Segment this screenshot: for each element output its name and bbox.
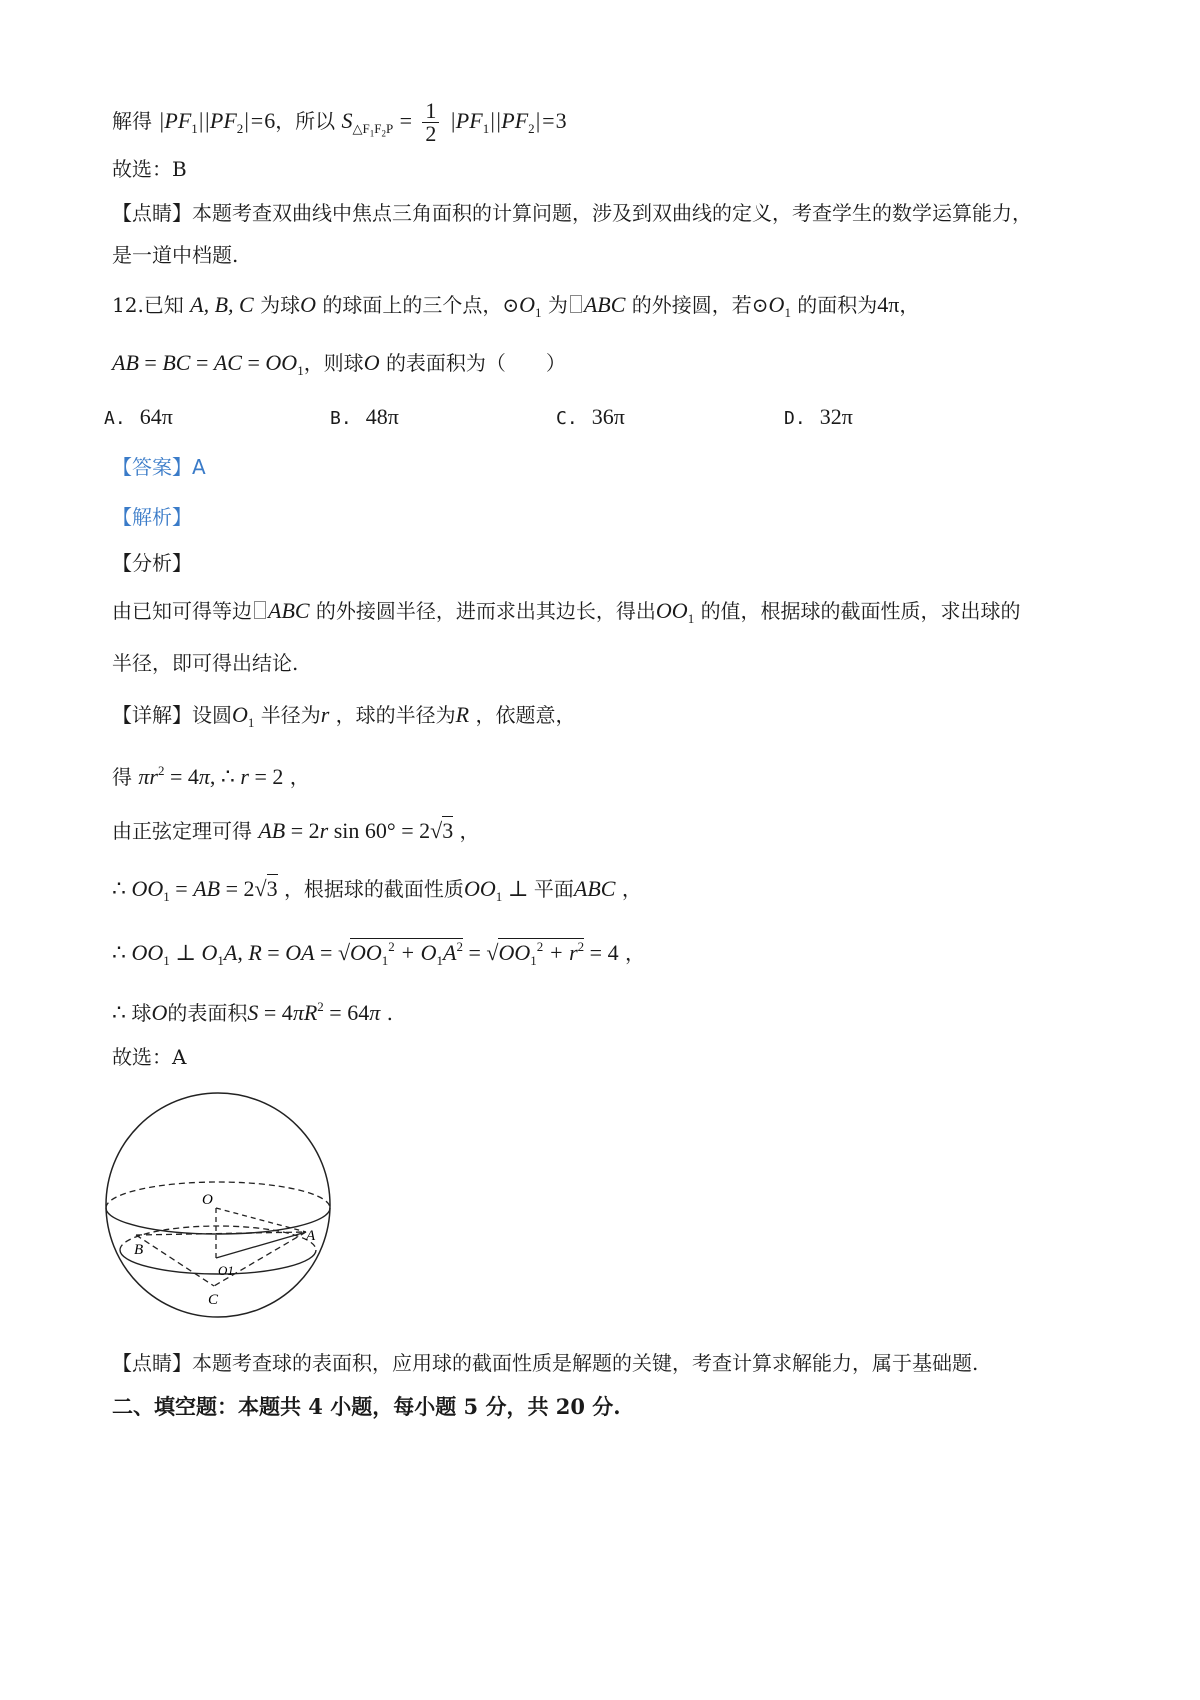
formula-area: $S_{\triangle F_1F_2P}$ — [341, 108, 394, 139]
fraction-half: $\frac{1}{2}$ — [422, 100, 439, 145]
detail-tag: 【详解】 — [112, 703, 192, 727]
text: 的值，根据球的截面性质，求出球的 — [700, 599, 1021, 623]
sphere-figure — [100, 1090, 340, 1340]
question-12-line-2: AB = BC = AC = $OO_1$，则球O 的表面积为（ ） — [112, 350, 566, 378]
text: ，依题意， — [475, 703, 576, 727]
fenxi-tag: 【分析】 — [112, 551, 192, 575]
text: 球 — [131, 1001, 152, 1025]
label-o1: O1 — [218, 1263, 234, 1278]
fenxi-line-2: 半径，即可得出结论. — [112, 651, 299, 675]
comment-tag: 【点睛】 — [112, 1351, 192, 1375]
comment-text: 本题考查双曲线中焦点三角面积的计算问题，涉及到双曲线的定义，考查学生的数学运算能力， — [192, 201, 1032, 225]
comment-text: 本题考查球的表面积，应用球的截面性质是解题的关键，考查计算求解能力，属于基础题. — [192, 1351, 979, 1375]
answer-line — [112, 454, 206, 480]
text: 的表面积 — [167, 1001, 248, 1025]
comment-1 — [112, 200, 1032, 226]
detail-line-5: ∴ $OO_1$ ⊥ $O_1A$, R = OA = $√OO_1^2 + O_1A^2 = √OO_1^2 + r^2 = 4$ ， — [112, 939, 645, 968]
text: 为 — [547, 293, 568, 317]
section-heading: 二、填空题：本题共 4 小题，每小题 5 分，共 20 分. — [112, 1394, 621, 1419]
text: 得 — [112, 765, 132, 789]
text: ，根据球的截面性质 — [283, 877, 464, 901]
text: ，则球 — [303, 351, 364, 375]
missing-glyph — [254, 601, 266, 619]
comment-tag: 【点睛】 — [112, 201, 192, 225]
text: 设圆 — [192, 703, 232, 727]
edge-bc — [136, 1235, 214, 1286]
option-c[interactable] — [556, 404, 625, 430]
conclusion-a: 故选：A — [112, 1045, 187, 1069]
option-value: 48π — [365, 404, 399, 429]
text: 的表面积为（ ） — [385, 351, 566, 375]
question-12-line-1: 12.已知 A, B, C 为球O 的球面上的三个点，$⊙O_1$ 为 ABC 的外接圆，若$⊙O_1$ 的面积为4π， — [112, 292, 920, 320]
option-label: B. — [330, 408, 352, 429]
text: 平面 — [533, 877, 574, 901]
detail-line-2: 得 $\pi r^2 = 4\pi$, ∴ r = 2 ， — [112, 763, 310, 789]
text: 的面积为 — [797, 293, 878, 317]
fenxi-line-1: 由已知可得等边 ABC 的外接圆半径，进而求出其边长，得出$OO_1$ 的值，根据球的截面性质，求出球的 — [112, 598, 1021, 626]
option-b[interactable] — [330, 404, 399, 430]
detail-line-4: ∴ $OO_1$ = AB = 2√3 ，根据球的截面性质$OO_1$ ⊥ 平面ABC ， — [112, 876, 642, 904]
comment-1-cont: 是一道中档题. — [112, 243, 239, 267]
option-value: 64π — [139, 404, 173, 429]
comment-2 — [112, 1350, 978, 1376]
option-d[interactable] — [784, 404, 853, 430]
option-value: 36π — [591, 404, 625, 429]
answer-value: A — [192, 455, 206, 479]
option-a[interactable] — [104, 404, 173, 430]
solution-line-1: 解得 $|PF_1||PF_2|=6$，所以 $S_{\triangle F_1F_2P}$ = $\frac{1}{2}$ $|PF_1||PF_2|=3$ — [112, 98, 567, 146]
option-value: 32π — [819, 404, 853, 429]
text: 由已知可得等边 — [112, 599, 252, 623]
text: 由正弦定理可得 — [112, 819, 252, 843]
answer-tag: 【答案】 — [112, 455, 192, 479]
text: 解得 — [112, 109, 152, 133]
detail-line-1: 【详解】设圆$O_1$ 半径为r ，球的半径为R ，依题意， — [112, 702, 576, 730]
label-b: B — [134, 1242, 144, 1258]
detail-line-3: 由正弦定理可得 AB = 2r sin 60° = 2√3 ， — [112, 818, 480, 843]
option-label: C. — [556, 408, 578, 429]
option-label: A. — [104, 408, 126, 429]
missing-glyph — [570, 295, 582, 313]
option-label: D. — [784, 408, 806, 429]
text: 为球 — [260, 293, 301, 317]
equator-back — [106, 1182, 330, 1208]
label-c: C — [208, 1292, 219, 1308]
text: 半径为 — [260, 703, 321, 727]
conclusion-b: 故选：B — [112, 157, 187, 181]
analysis-tag — [112, 504, 192, 530]
label-a: A — [306, 1228, 316, 1244]
analysis-label: 【解析】 — [112, 505, 192, 529]
text: 的球面上的三个点，⊙ — [322, 293, 520, 317]
q-num: 12.已知 — [112, 293, 184, 317]
segment-o1a — [216, 1232, 306, 1258]
text: 的外接圆，若⊙ — [631, 293, 769, 317]
formula-pf-product: $|PF_1||PF_2|=$ — [158, 108, 265, 136]
label-o: O — [202, 1192, 213, 1208]
segment-oa — [216, 1208, 306, 1232]
text: ，球的半径为 — [335, 703, 456, 727]
text: 的外接圆半径，进而求出其边长，得出 — [315, 599, 656, 623]
detail-line-6: ∴ 球O的表面积$S = 4\pi R^2 = 64\pi$ . — [112, 999, 393, 1025]
